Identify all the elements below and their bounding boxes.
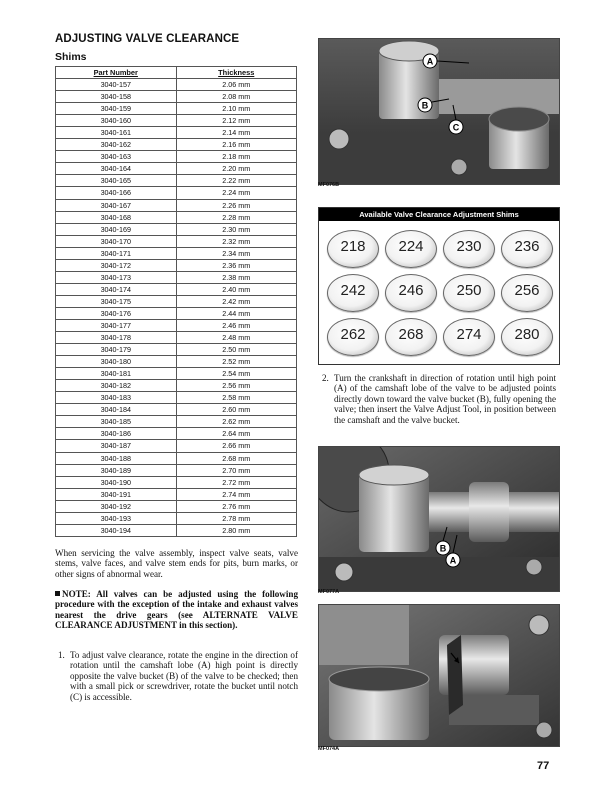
table-row — [56, 488, 297, 500]
part-number-cell: 3040-168 — [56, 211, 177, 223]
thickness-cell: 2.76 mm — [176, 500, 297, 512]
thickness-cell: 2.66 mm — [176, 440, 297, 452]
table-row — [56, 452, 297, 464]
part-number-cell: 3040-158 — [56, 91, 177, 103]
shim-disc — [385, 318, 437, 356]
shim-disc — [385, 274, 437, 312]
part-number-cell: 3040-170 — [56, 235, 177, 247]
photo-1-caption: MF076B — [318, 182, 340, 188]
table-row — [56, 368, 297, 380]
part-number-cell: 3040-182 — [56, 380, 177, 392]
part-number-cell: 3040-166 — [56, 187, 177, 199]
table-row — [56, 199, 297, 211]
part-number-cell: 3040-179 — [56, 344, 177, 356]
part-number-cell: 3040-167 — [56, 199, 177, 211]
table-row — [56, 416, 297, 428]
shim-value: 250 — [456, 282, 482, 299]
part-number-cell: 3040-194 — [56, 524, 177, 536]
table-row — [56, 283, 297, 295]
thickness-cell: 2.30 mm — [176, 223, 297, 235]
table-row — [56, 392, 297, 404]
table-row — [56, 91, 297, 103]
table-row — [56, 103, 297, 115]
part-number-cell: 3040-176 — [56, 307, 177, 319]
table-row — [56, 235, 297, 247]
shim-value: 256 — [514, 282, 540, 299]
thickness-cell: 2.32 mm — [176, 235, 297, 247]
part-number-cell: 3040-172 — [56, 259, 177, 271]
thickness-cell: 2.58 mm — [176, 392, 297, 404]
shim-value: 230 — [456, 238, 482, 255]
shim-disc — [501, 230, 553, 268]
shim-value: 268 — [398, 326, 424, 343]
thickness-cell: 2.28 mm — [176, 211, 297, 223]
note-bullet-icon — [55, 591, 60, 596]
engine-photo-1 — [318, 38, 560, 185]
table-row — [56, 319, 297, 331]
thickness-cell: 2.08 mm — [176, 91, 297, 103]
thickness-cell: 2.72 mm — [176, 476, 297, 488]
part-number-cell: 3040-169 — [56, 223, 177, 235]
part-number-cell: 3040-178 — [56, 332, 177, 344]
step-2 — [322, 373, 556, 425]
thickness-cell: 2.16 mm — [176, 139, 297, 151]
table-row — [56, 247, 297, 259]
step-2-number: 2. — [322, 373, 329, 383]
part-number-cell: 3040-184 — [56, 404, 177, 416]
table-row — [56, 404, 297, 416]
part-number-cell: 3040-180 — [56, 356, 177, 368]
part-number-cell: 3040-190 — [56, 476, 177, 488]
note-paragraph — [55, 589, 298, 631]
shim-disc — [327, 230, 379, 268]
shim-value: 218 — [340, 238, 366, 255]
shim-value: 280 — [514, 326, 540, 343]
thickness-cell: 2.56 mm — [176, 380, 297, 392]
photo1-label-a: A — [426, 56, 434, 67]
table-row — [56, 464, 297, 476]
table-row — [56, 259, 297, 271]
thickness-cell: 2.46 mm — [176, 319, 297, 331]
part-number-cell: 3040-171 — [56, 247, 177, 259]
thickness-cell: 2.18 mm — [176, 151, 297, 163]
thickness-cell: 2.20 mm — [176, 163, 297, 175]
step-2-text: Turn the crankshaft in direction of rotation until high point (A) of the camshaft lobe of the valve to be adjusted points directly down toward the valve bucket (B), fully opening the valve; then insert the Valve Adjust Tool, in position between the camshaft and the valve bucket. — [334, 373, 556, 425]
table-row — [56, 115, 297, 127]
thickness-cell: 2.74 mm — [176, 488, 297, 500]
thickness-cell: 2.26 mm — [176, 199, 297, 211]
engine-photo-3-image — [319, 605, 559, 746]
part-number-cell: 3040-173 — [56, 271, 177, 283]
part-number-cell: 3040-157 — [56, 79, 177, 91]
thickness-cell: 2.34 mm — [176, 247, 297, 259]
table-row — [56, 356, 297, 368]
shim-value: 274 — [456, 326, 482, 343]
part-number-cell: 3040-164 — [56, 163, 177, 175]
table-row — [56, 440, 297, 452]
thickness-cell: 2.60 mm — [176, 404, 297, 416]
shim-value: 224 — [398, 238, 424, 255]
shim-row — [325, 274, 553, 314]
thickness-cell: 2.14 mm — [176, 127, 297, 139]
table-body — [56, 79, 297, 537]
part-number-cell: 3040-161 — [56, 127, 177, 139]
shim-disc — [501, 274, 553, 312]
part-number-cell: 3040-186 — [56, 428, 177, 440]
shim-disc — [501, 318, 553, 356]
shims-subheading: Shims — [55, 51, 87, 63]
thickness-cell: 2.38 mm — [176, 271, 297, 283]
thickness-cell: 2.52 mm — [176, 356, 297, 368]
shim-value: 246 — [398, 282, 424, 299]
part-number-cell: 3040-163 — [56, 151, 177, 163]
shim-value: 242 — [340, 282, 366, 299]
shim-disc — [327, 318, 379, 356]
shim-value: 262 — [340, 326, 366, 343]
available-shims-panel — [318, 207, 560, 365]
table-row — [56, 271, 297, 283]
step-1 — [58, 650, 298, 702]
part-number-cell: 3040-162 — [56, 139, 177, 151]
thickness-cell: 2.48 mm — [176, 332, 297, 344]
photo-3-caption: MF074A — [318, 746, 340, 752]
table-row — [56, 139, 297, 151]
table-row — [56, 187, 297, 199]
thickness-cell: 2.24 mm — [176, 187, 297, 199]
part-number-header: Part Number — [56, 67, 177, 79]
part-number-cell: 3040-189 — [56, 464, 177, 476]
shim-disc — [385, 230, 437, 268]
table-row — [56, 344, 297, 356]
shims-table — [55, 66, 297, 537]
table-row — [56, 175, 297, 187]
table-row — [56, 211, 297, 223]
shim-disc — [443, 274, 495, 312]
thickness-cell: 2.62 mm — [176, 416, 297, 428]
engine-photo-1-image — [319, 39, 559, 184]
table-row — [56, 163, 297, 175]
table-row — [56, 500, 297, 512]
thickness-cell: 2.80 mm — [176, 524, 297, 536]
table-row — [56, 380, 297, 392]
table-row — [56, 79, 297, 91]
thickness-cell: 2.70 mm — [176, 464, 297, 476]
table-row — [56, 512, 297, 524]
table-row — [56, 524, 297, 536]
engine-photo-2 — [318, 446, 560, 592]
part-number-cell: 3040-177 — [56, 319, 177, 331]
part-number-cell: 3040-183 — [56, 392, 177, 404]
part-number-cell: 3040-188 — [56, 452, 177, 464]
photo2-label-a: A — [449, 555, 457, 566]
part-number-cell: 3040-193 — [56, 512, 177, 524]
thickness-cell: 2.42 mm — [176, 295, 297, 307]
table-row — [56, 307, 297, 319]
part-number-cell: 3040-159 — [56, 103, 177, 115]
step-1-text: To adjust valve clearance, rotate the engine in the direction of rotation until the camshaft lobe (A) high point is directly opposite the valve bucket (B) of the valve to be checked; then with a small pick or screwdriver, rotate the bucket until notch (C) is accessible. — [70, 650, 298, 702]
available-shims-title: Available Valve Clearance Adjustment Shims — [319, 208, 559, 221]
engine-photo-3 — [318, 604, 560, 747]
part-number-cell: 3040-192 — [56, 500, 177, 512]
photo1-label-b: B — [421, 100, 429, 111]
thickness-cell: 2.50 mm — [176, 344, 297, 356]
part-number-cell: 3040-185 — [56, 416, 177, 428]
thickness-cell: 2.22 mm — [176, 175, 297, 187]
table-row — [56, 332, 297, 344]
thickness-cell: 2.54 mm — [176, 368, 297, 380]
part-number-cell: 3040-187 — [56, 440, 177, 452]
shim-row — [325, 318, 553, 358]
photo2-label-b: B — [439, 543, 447, 554]
thickness-cell: 2.78 mm — [176, 512, 297, 524]
page-heading: ADJUSTING VALVE CLEARANCE — [55, 33, 240, 45]
thickness-cell: 2.10 mm — [176, 103, 297, 115]
part-number-cell: 3040-181 — [56, 368, 177, 380]
thickness-cell: 2.06 mm — [176, 79, 297, 91]
thickness-cell: 2.44 mm — [176, 307, 297, 319]
photo1-label-c: C — [452, 122, 460, 133]
photo-2-caption: MF077A — [318, 589, 340, 595]
shim-disc — [443, 230, 495, 268]
shim-row — [325, 230, 553, 270]
thickness-cell: 2.36 mm — [176, 259, 297, 271]
part-number-cell: 3040-165 — [56, 175, 177, 187]
table-row — [56, 223, 297, 235]
shim-disc — [443, 318, 495, 356]
table-row — [56, 151, 297, 163]
thickness-cell: 2.64 mm — [176, 428, 297, 440]
shim-disc — [327, 274, 379, 312]
part-number-cell: 3040-160 — [56, 115, 177, 127]
page-number: 77 — [537, 760, 550, 772]
thickness-cell: 2.68 mm — [176, 452, 297, 464]
thickness-cell: 2.12 mm — [176, 115, 297, 127]
table-row — [56, 127, 297, 139]
thickness-header: Thickness — [176, 67, 297, 79]
shim-value: 236 — [514, 238, 540, 255]
part-number-cell: 3040-191 — [56, 488, 177, 500]
table-header-row — [56, 67, 297, 79]
intro-paragraph: When servicing the valve assembly, inspect valve seats, valve stems, valve faces, and valve stem ends for pits, burn marks, or other signs of abnormal wear. — [55, 548, 298, 579]
table-row — [56, 476, 297, 488]
part-number-cell: 3040-174 — [56, 283, 177, 295]
engine-photo-2-image — [319, 447, 559, 591]
table-row — [56, 428, 297, 440]
step-1-number: 1. — [58, 650, 65, 660]
thickness-cell: 2.40 mm — [176, 283, 297, 295]
note-text: NOTE: All valves can be adjusted using the following procedure with the exception of the intake and exhaust valves nearest the drive gears (see ALTERNATE VALVE CLEARANCE ADJUSTMENT in this section). — [55, 589, 298, 631]
table-row — [56, 295, 297, 307]
part-number-cell: 3040-175 — [56, 295, 177, 307]
